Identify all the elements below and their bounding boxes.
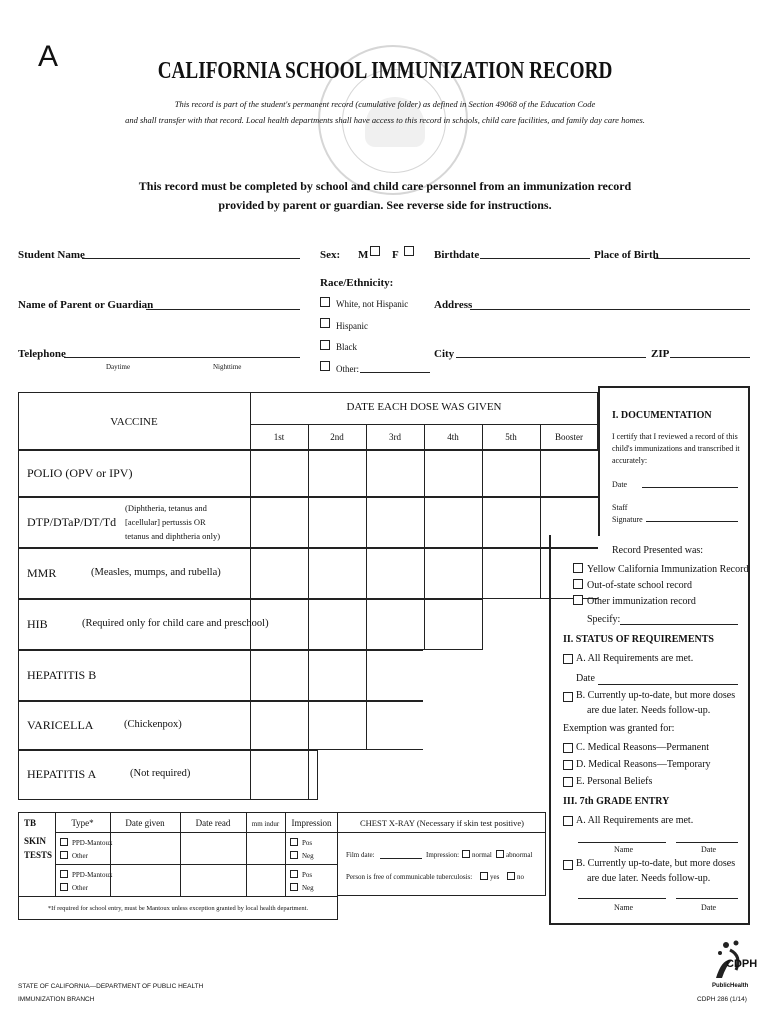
mm-indur-header: mm indur bbox=[251, 820, 280, 828]
normal-checkbox[interactable] bbox=[462, 850, 470, 858]
neg-label-2: Neg bbox=[302, 884, 314, 892]
grade-b-name-label: Name bbox=[614, 903, 634, 912]
daytime-label: Daytime bbox=[106, 363, 131, 371]
tb-label: TB bbox=[24, 818, 37, 828]
other-label-1: Other bbox=[72, 852, 88, 860]
subtitle-line2: and shall transfer with that record. Local health departments shall have access to this record in schools, child care facilities, and family day care homes. bbox=[125, 115, 645, 125]
address-label: Address bbox=[434, 299, 473, 311]
sex-m-checkbox[interactable] bbox=[370, 246, 380, 256]
grade-heading: III. 7th GRADE ENTRY bbox=[563, 796, 670, 807]
doc-date-label: Date bbox=[612, 480, 628, 489]
record-option-checkbox[interactable] bbox=[573, 595, 583, 605]
date-given-header: Date given bbox=[125, 818, 165, 828]
grade-a-date-label: Date bbox=[701, 845, 717, 854]
dose-column-2: 2nd bbox=[330, 432, 344, 442]
record-option-label: Yellow California Immunization Record bbox=[587, 564, 749, 575]
race-hispanic-checkbox[interactable] bbox=[320, 318, 330, 328]
zip-field[interactable] bbox=[670, 357, 750, 358]
other-checkbox-2[interactable] bbox=[60, 883, 68, 891]
parent-field[interactable] bbox=[146, 309, 300, 310]
grade-b-checkbox[interactable] bbox=[563, 860, 573, 870]
cdph-logo-text: CDPH bbox=[726, 958, 758, 970]
form-letter: A bbox=[38, 40, 59, 73]
exemption-label: E. Personal Beliefs bbox=[576, 776, 653, 787]
no-checkbox[interactable] bbox=[507, 872, 515, 880]
exemption-checkbox[interactable] bbox=[563, 777, 573, 787]
grade-a-checkbox[interactable] bbox=[563, 816, 573, 826]
ppd-label-2: PPD-Mantoux bbox=[72, 871, 113, 879]
vaccine-name: POLIO (OPV or IPV) bbox=[27, 465, 133, 480]
grade-b-line1: B. Currently up-to-date, but more doses bbox=[576, 858, 736, 869]
tb-table bbox=[18, 812, 338, 920]
status-b-checkbox[interactable] bbox=[563, 692, 573, 702]
sex-f-checkbox[interactable] bbox=[404, 246, 414, 256]
certify-line2: child's immunizations and transcribed it bbox=[612, 444, 740, 453]
footer-state-line: STATE OF CALIFORNIA—DEPARTMENT OF PUBLIC HEALTH bbox=[18, 983, 204, 990]
skin-label: SKIN bbox=[24, 836, 47, 846]
vaccine-name: HEPATITIS A bbox=[27, 767, 97, 781]
telephone-label: Telephone bbox=[18, 348, 66, 360]
record-option-checkbox[interactable] bbox=[573, 563, 583, 573]
birthdate-label: Birthdate bbox=[434, 249, 480, 261]
vaccine-name: HEPATITIS B bbox=[27, 667, 97, 682]
no-label: no bbox=[517, 873, 524, 881]
city-label: City bbox=[434, 348, 455, 360]
status-date-field[interactable] bbox=[598, 684, 738, 685]
dose-column-1: 1st bbox=[273, 432, 285, 442]
exemption-label: D. Medical Reasons—Temporary bbox=[576, 759, 711, 770]
free-of-tb-label: Person is free of communicable tuberculosis: bbox=[346, 873, 473, 881]
neg-checkbox-2[interactable] bbox=[290, 883, 298, 891]
status-heading: II. STATUS OF REQUIREMENTS bbox=[563, 634, 714, 645]
dose-column-3: 3rd bbox=[389, 432, 401, 442]
chest-xray-header: CHEST X-RAY (Necessary if skin test positive) bbox=[359, 818, 524, 828]
yes-checkbox[interactable] bbox=[480, 872, 488, 880]
ppd-checkbox-1[interactable] bbox=[60, 838, 68, 846]
tests-label: TESTS bbox=[24, 850, 53, 860]
cdph-logo-sub: PublicHealth bbox=[712, 983, 749, 989]
normal-label: normal bbox=[472, 851, 492, 859]
status-b-line1: B. Currently up-to-date, but more doses bbox=[576, 690, 736, 701]
other-label-2: Other bbox=[72, 884, 88, 892]
impression-header: Impression bbox=[291, 818, 332, 828]
vaccine-note: (Diphtheria, tetanus and bbox=[125, 503, 207, 513]
city-field[interactable] bbox=[456, 357, 646, 358]
vaccine-note: [acellular] pertussis OR bbox=[125, 517, 206, 527]
sex-f-label: F bbox=[392, 249, 399, 261]
other-checkbox-1[interactable] bbox=[60, 851, 68, 859]
grade-b-date-label: Date bbox=[701, 903, 717, 912]
race-black-label: Black bbox=[336, 342, 357, 352]
grade-b-line2: are due later. Needs follow-up. bbox=[587, 873, 711, 884]
record-option-checkbox[interactable] bbox=[573, 579, 583, 589]
zip-label: ZIP bbox=[651, 348, 670, 360]
exemption-label: C. Medical Reasons—Permanent bbox=[576, 742, 710, 753]
grade-a-name-field[interactable] bbox=[578, 842, 666, 843]
instruction-line1: This record must be completed by school and child care personnel from an immunization record bbox=[138, 179, 632, 193]
sex-m-label: M bbox=[358, 249, 369, 261]
vaccine-header: VACCINE bbox=[110, 416, 158, 428]
ppd-checkbox-2[interactable] bbox=[60, 870, 68, 878]
status-date-label: Date bbox=[576, 673, 595, 684]
film-date-field[interactable] bbox=[380, 858, 422, 859]
exemption-checkbox[interactable] bbox=[563, 760, 573, 770]
documentation-heading: I. DOCUMENTATION bbox=[612, 410, 712, 421]
subtitle-line1: This record is part of the student's permanent record (cumulative folder) as defined in Section 49068 of the Education Code bbox=[174, 99, 596, 109]
vaccine-note: (Not required) bbox=[130, 768, 191, 779]
sex-label: Sex: bbox=[320, 249, 341, 261]
instruction-line2: provided by parent or guardian. See reverse side for instructions. bbox=[218, 198, 552, 212]
signature-label: Signature bbox=[612, 515, 643, 524]
vaccine-note: (Required only for child care and preschool) bbox=[82, 617, 269, 629]
footer-branch: IMMUNIZATION BRANCH bbox=[18, 996, 95, 1003]
doc-date-field[interactable] bbox=[642, 487, 738, 488]
address-field[interactable] bbox=[470, 309, 750, 310]
ppd-label-1: PPD-Mantoux bbox=[72, 839, 113, 847]
certify-line3: accurately: bbox=[612, 456, 648, 465]
student-name-label: Student Name bbox=[18, 249, 85, 261]
page-title: CALIFORNIA SCHOOL IMMUNIZATION RECORD bbox=[157, 58, 613, 84]
race-other-checkbox[interactable] bbox=[320, 361, 330, 371]
place-of-birth-label: Place of Birth bbox=[594, 249, 659, 261]
status-a-label: A. All Requirements are met. bbox=[576, 653, 694, 664]
grade-a-label: A. All Requirements are met. bbox=[576, 815, 694, 826]
specify-label: Specify: bbox=[587, 614, 621, 625]
status-a-checkbox[interactable] bbox=[563, 654, 573, 664]
race-hispanic-label: Hispanic bbox=[336, 321, 368, 331]
yes-label: yes bbox=[490, 873, 500, 881]
pos-checkbox-1[interactable] bbox=[290, 838, 298, 846]
pos-label-1: Pos bbox=[302, 839, 313, 847]
dose-column-4: 4th bbox=[447, 432, 459, 442]
dose-column-6: Booster bbox=[555, 432, 583, 442]
parent-label: Name of Parent or Guardian bbox=[18, 299, 154, 311]
date-read-header: Date read bbox=[195, 818, 231, 828]
dates-header: DATE EACH DOSE WAS GIVEN bbox=[346, 401, 502, 413]
exemption-checkbox[interactable] bbox=[563, 743, 573, 753]
neg-checkbox-1[interactable] bbox=[290, 851, 298, 859]
telephone-field[interactable] bbox=[64, 357, 300, 358]
vaccine-name: VARICELLA bbox=[27, 717, 94, 732]
vaccine-name: DTP/DTaP/DT/Td bbox=[27, 514, 117, 529]
student-name-field[interactable] bbox=[82, 258, 300, 259]
pos-label-2: Pos bbox=[302, 871, 313, 879]
grade-b-name-field[interactable] bbox=[578, 898, 666, 899]
form-number: CDPH 286 (1/14) bbox=[697, 996, 747, 1003]
type-header: Type* bbox=[71, 818, 94, 828]
record-presented-label: Record Presented was: bbox=[612, 545, 704, 556]
vaccine-note: tetanus and diphtheria only) bbox=[125, 531, 221, 541]
tb-footnote: *If required for school entry, must be Mantoux unless exception granted by local health department. bbox=[47, 905, 309, 912]
certify-line1: I certify that I reviewed a record of this bbox=[612, 432, 738, 441]
neg-label-1: Neg bbox=[302, 852, 314, 860]
grade-a-date-field[interactable] bbox=[676, 842, 738, 843]
race-other-label: Other: bbox=[336, 364, 359, 374]
dose-column-5: 5th bbox=[505, 432, 517, 442]
race-other-field[interactable] bbox=[360, 372, 430, 373]
abnormal-label: abnormal bbox=[506, 851, 533, 859]
grade-a-name-label: Name bbox=[614, 845, 634, 854]
race-label: Race/Ethnicity: bbox=[320, 277, 394, 289]
vaccine-note: (Chickenpox) bbox=[124, 718, 182, 730]
place-of-birth-field[interactable] bbox=[654, 258, 750, 259]
specify-field[interactable] bbox=[620, 624, 738, 625]
xray-impression-label: Impression: bbox=[426, 851, 460, 859]
record-option-label: Out-of-state school record bbox=[587, 580, 692, 591]
abnormal-checkbox[interactable] bbox=[496, 850, 504, 858]
exemption-label: Exemption was granted for: bbox=[563, 723, 675, 734]
signature-field[interactable] bbox=[646, 521, 738, 522]
race-black-checkbox[interactable] bbox=[320, 340, 330, 350]
film-date-label: Film date: bbox=[346, 851, 375, 859]
grade-b-date-field[interactable] bbox=[676, 898, 738, 899]
pos-checkbox-2[interactable] bbox=[290, 870, 298, 878]
record-option-label: Other immunization record bbox=[587, 596, 696, 607]
vaccine-name: MMR bbox=[27, 565, 57, 580]
race-white-checkbox[interactable] bbox=[320, 297, 330, 307]
vaccine-note: (Measles, mumps, and rubella) bbox=[91, 566, 221, 578]
staff-label: Staff bbox=[612, 503, 628, 512]
race-white-label: White, not Hispanic bbox=[336, 299, 409, 309]
birthdate-field[interactable] bbox=[480, 258, 590, 259]
nighttime-label: Nighttime bbox=[213, 363, 242, 371]
vaccine-name: HIB bbox=[27, 616, 48, 631]
status-b-line2: are due later. Needs follow-up. bbox=[587, 705, 711, 716]
